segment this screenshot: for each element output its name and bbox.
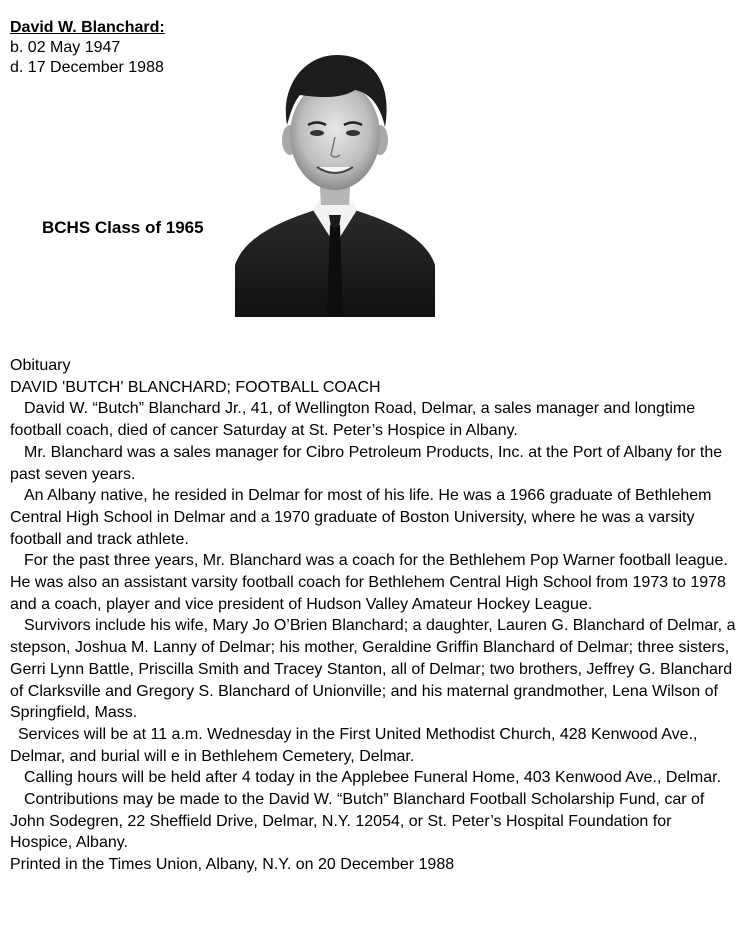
person-name: David W. Blanchard: — [10, 19, 165, 36]
obituary-paragraph: Contributions may be made to the David W. “Butch” Blanchard Football Scholarship Fund, car of John Sodegren, 22 Sheffield Drive, Delmar, N.Y. 12054, or St. Peter’s Hospital Foundation for Hospice, Albany. — [10, 791, 705, 852]
life-dates — [10, 38, 165, 78]
portrait-photo — [235, 45, 435, 317]
publication-footer: Printed in the Times Union, Albany, N.Y. on 20 December 1988 — [10, 856, 455, 874]
obituary-paragraph: For the past three years, Mr. Blanchard was a coach for the Bethlehem Pop Warner football league. He was also an assistant varsity football coach for Bethlehem Central High School from 1973 to 1978 and a coach, player and vice president of Hudson Valley Amateur Hockey League. — [10, 552, 728, 613]
death-date: d. 17 December 1988 — [10, 59, 164, 76]
obituary-paragraph: Calling hours will be held after 4 today in the Applebee Funeral Home, 403 Kenwood Ave., Delmar. — [24, 769, 722, 787]
obituary-text — [10, 355, 736, 876]
obituary-paragraph: An Albany native, he resided in Delmar for most of his life. He was a 1966 graduate of Bethlehem Central High School in Delmar and a 1970 graduate of Boston University, where he was a varsity football and track athlete. — [10, 487, 712, 548]
birth-date: b. 02 May 1947 — [10, 39, 121, 56]
obituary-paragraph: David W. “Butch” Blanchard Jr., 41, of Wellington Road, Delmar, a sales manager and longtime football coach, died of cancer Saturday at St. Peter’s Hospice in Albany. — [10, 400, 696, 440]
class-label: BCHS Class of 1965 — [42, 218, 204, 237]
obituary-label: Obituary — [10, 357, 71, 374]
portrait-image — [235, 45, 435, 317]
obituary-headline: DAVID 'BUTCH' BLANCHARD; FOOTBALL COACH — [10, 378, 381, 396]
header-block — [10, 18, 165, 78]
obituary-paragraph: Services will be at 11 a.m. Wednesday in the First United Methodist Church, 428 Kenwood Ave., Delmar, and burial will e in Bethlehem Cemetery, Delmar. — [10, 725, 698, 765]
obituary-paragraph: Mr. Blanchard was a sales manager for Cibro Petroleum Products, Inc. at the Port of Albany for the past seven years. — [10, 443, 723, 483]
obituary-paragraph: Survivors include his wife, Mary Jo O’Brien Blanchard; a daughter, Lauren G. Blanchard of Delmar, a stepson, Joshua M. Lanny of Delmar; his mother, Geraldine Griffin Blanchard of Delmar; three sisters, Gerri Lynn Battle, Priscilla Smith and Tracey Stanton, all of Delmar; two brothers, Jeffrey G. Blanchard of Clarksville and Gregory S. Blanchard of Unionville; and his maternal grandmother, Lena Wilson of Springfield, Mass. — [10, 617, 736, 722]
